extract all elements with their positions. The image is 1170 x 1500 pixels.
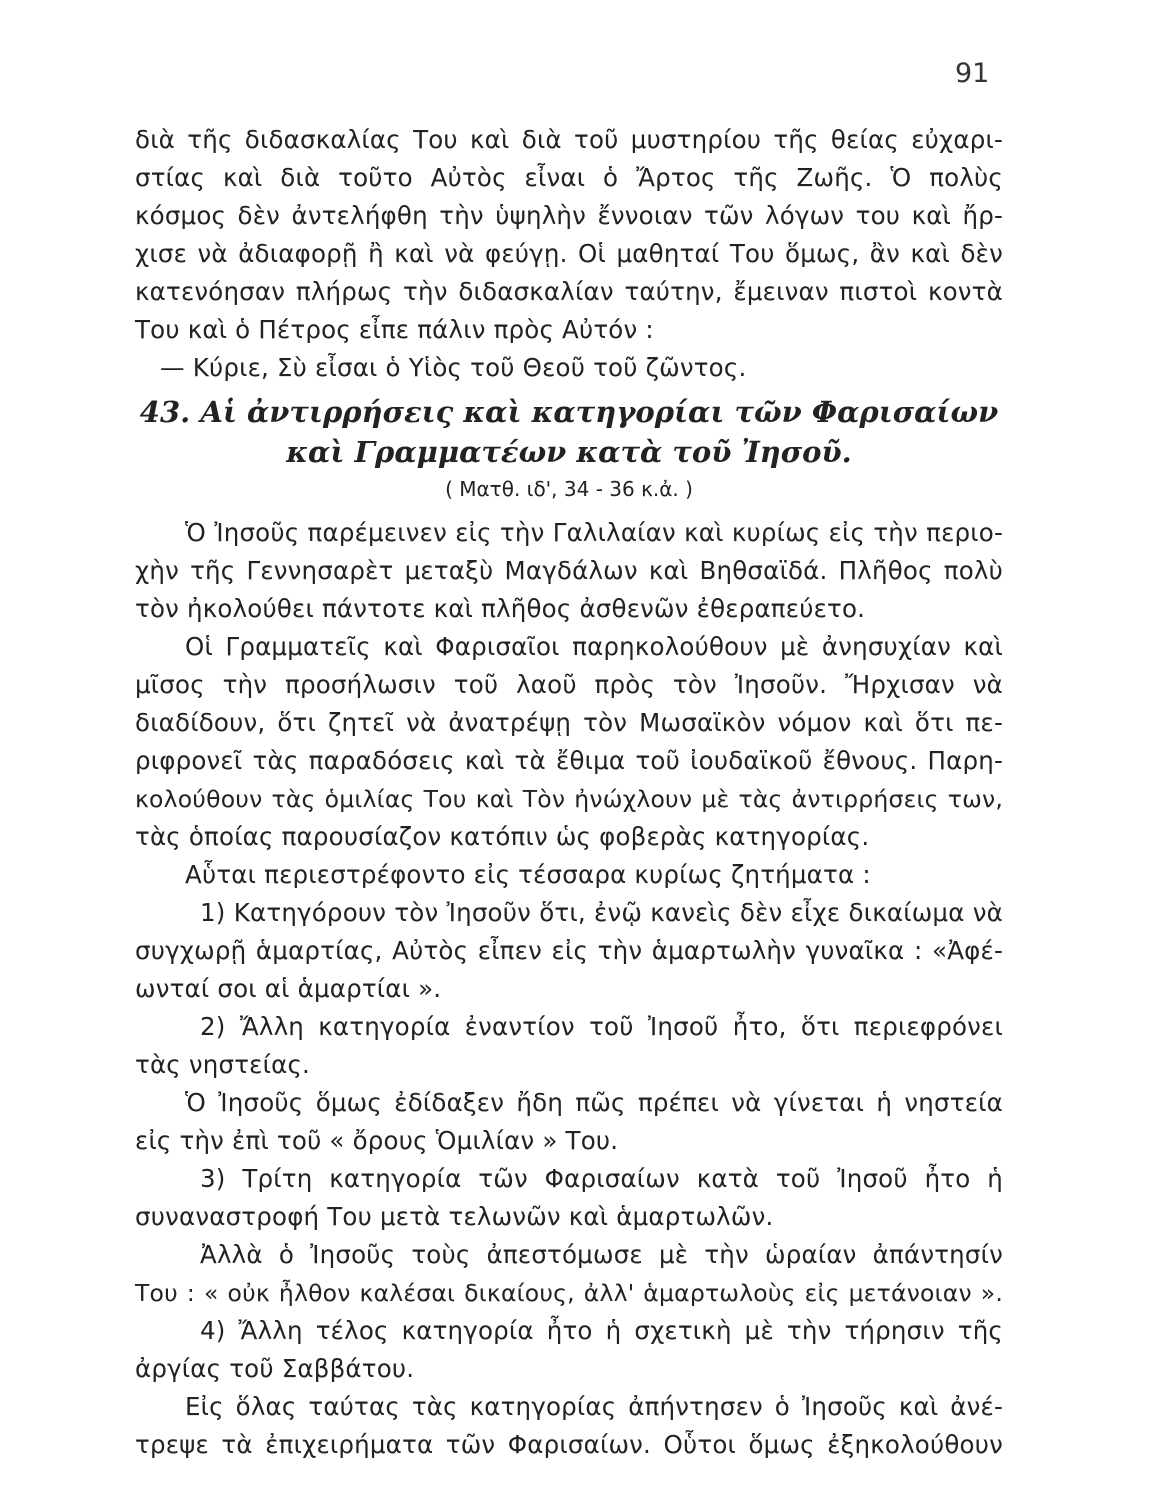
text-line: συγχωρῇ ἁμαρτίας, Αὐτὸς εἶπεν εἰς τὴν ἁμαρτωλὴν γυναῖκα : «Ἀφέ-: [135, 936, 1003, 965]
section-title-line-2: καὶ Γραμματέων κατὰ τοῦ Ἰησοῦ.: [286, 435, 852, 469]
text-line: χισε νὰ ἀδιαφορῇ ἢ καὶ νὰ φεύγῃ. Οἱ μαθηταί Του ὅμως, ἂν καὶ δὲν: [135, 239, 1003, 268]
text-line: Οἱ Γραμματεῖς καὶ Φαρισαῖοι παρηκολούθουν μὲ ἀνησυχίαν καὶ: [185, 632, 1003, 661]
text-line: κολούθουν τὰς ὁμιλίας Του καὶ Τὸν ἠνώχλουν μὲ τὰς ἀντιρρήσεις των,: [135, 785, 1003, 813]
text-line: χὴν τῆς Γεννησαρὲτ μεταξὺ Μαγδάλων καὶ Βηθσαϊδά. Πλῆθος πολὺ: [135, 556, 1003, 585]
text-line: Ὁ Ἰησοῦς ὅμως ἐδίδαξεν ἤδη πῶς πρέπει νὰ γίνεται ἡ νηστεία: [185, 1088, 1003, 1117]
text-line: Ὁ Ἰησοῦς παρέμεινεν εἰς τὴν Γαλιλαίαν καὶ κυρίως εἰς τὴν περιο-: [185, 518, 1003, 547]
text-line: τὰς νηστείας.: [135, 1050, 311, 1079]
text-line: διαδίδουν, ὅτι ζητεῖ νὰ ἀνατρέψῃ τὸν Μωσαϊκὸν νόμον καὶ ὅτι πε-: [135, 708, 1003, 737]
text-line: διὰ τῆς διδασκαλίας Του καὶ διὰ τοῦ μυστηρίου τῆς θείας εὐχαρι-: [135, 125, 1003, 154]
text-line: ωνταί σοι αἱ ἁμαρτίαι ».: [135, 974, 442, 1003]
text-line: 3) Τρίτη κατηγορία τῶν Φαρισαίων κατὰ τοῦ Ἰησοῦ ἦτο ἡ: [200, 1164, 1003, 1193]
text-line: 1) Κατηγόρουν τὸν Ἰησοῦν ὅτι, ἐνῷ κανεὶς δὲν εἶχε δικαίωμα νὰ: [200, 898, 1003, 927]
page-number: 91: [955, 58, 990, 89]
text-line: Αὗται περιεστρέφοντο εἰς τέσσαρα κυρίως ζητήματα :: [185, 860, 871, 889]
section-title-line-1: 43. Αἱ ἀντιρρήσεις καὶ κατηγορίαι τῶν Φαρισαίων: [139, 395, 999, 429]
text-line: Εἰς ὅλας ταύτας τὰς κατηγορίας ἀπήντησεν ὁ Ἰησοῦς καὶ ἀνέ-: [185, 1392, 1003, 1421]
text-line: 2) Ἄλλη κατηγορία ἐναντίον τοῦ Ἰησοῦ ἦτο, ὅτι περιεφρόνει: [200, 1012, 1003, 1041]
text-line: Ἀλλὰ ὁ Ἰησοῦς τοὺς ἀπεστόμωσε μὲ τὴν ὡραίαν ἀπάντησίν: [200, 1240, 1003, 1269]
text-line: τρεψε τὰ ἐπιχειρήματα τῶν Φαρισαίων. Οὗτοι ὅμως ἐξηκολούθουν: [135, 1430, 1003, 1459]
text-line: 4) Ἄλλη τέλος κατηγορία ἦτο ἡ σχετικὴ μὲ τὴν τήρησιν τῆς: [200, 1316, 1003, 1345]
text-line: στίας καὶ διὰ τοῦτο Αὐτὸς εἶναι ὁ Ἄρτος τῆς Ζωῆς. Ὁ πολὺς: [135, 163, 1003, 192]
text-line: τὰς ὁποίας παρουσίαζον κατόπιν ὡς φοβερὰς κατηγορίας.: [135, 822, 870, 851]
text-line: Του καὶ ὁ Πέτρος εἶπε πάλιν πρὸς Αὐτόν :: [135, 315, 654, 344]
text-line: εἰς τὴν ἐπὶ τοῦ « ὄρους Ὁμιλίαν » Του.: [135, 1126, 619, 1155]
text-line: Του : « οὐκ ἦλθον καλέσαι δικαίους, ἀλλ' ἁμαρτωλοὺς εἰς μετάνοιαν ».: [135, 1279, 1003, 1307]
text-line: κόσμος δὲν ἀντελήφθη τὴν ὑψηλὴν ἔννοιαν τῶν λόγων του καὶ ἤρ-: [135, 201, 1003, 230]
text-line: τὸν ἠκολούθει πάντοτε καὶ πλῆθος ἀσθενῶν ἐθεραπεύετο.: [135, 594, 866, 623]
quote-line: — Κύριε, Σὺ εἶσαι ὁ Υἱὸς τοῦ Θεοῦ τοῦ ζῶντος.: [160, 353, 747, 382]
text-line: κατενόησαν πλήρως τὴν διδασκαλίαν ταύτην, ἔμειναν πιστοὶ κοντὰ: [135, 277, 1003, 306]
scripture-reference: ( Ματθ. ιδ', 34 - 36 κ.ἀ. ): [445, 477, 693, 501]
text-line: συναναστροφή Του μετὰ τελωνῶν καὶ ἁμαρτωλῶν.: [135, 1202, 774, 1231]
text-line: ριφρονεῖ τὰς παραδόσεις καὶ τὰ ἔθιμα τοῦ ἰουδαϊκοῦ ἔθνους. Παρη-: [135, 746, 1003, 775]
text-line: ἀργίας τοῦ Σαββάτου.: [135, 1354, 415, 1383]
text-line: μῖσος τὴν προσήλωσιν τοῦ λαοῦ πρὸς τὸν Ἰησοῦν. Ἤρχισαν νὰ: [135, 670, 1003, 699]
